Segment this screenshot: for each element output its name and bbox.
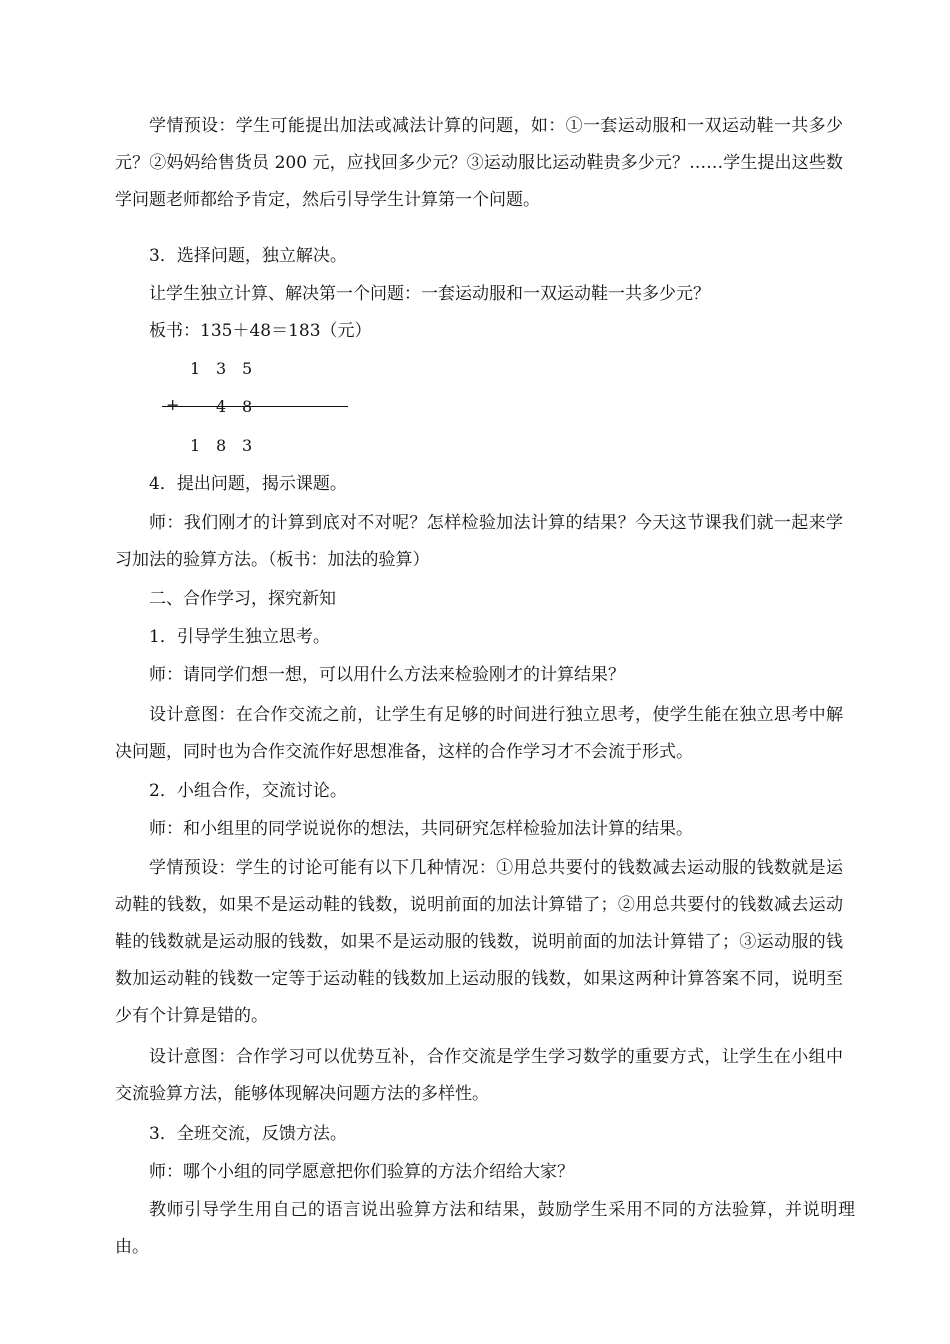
paragraph-board-writing: 板书：135＋48＝183（元）	[149, 321, 372, 341]
section-heading-cooperative-learning: 二、合作学习，探究新知	[149, 589, 336, 609]
paragraph-teacher-group: 师：和小组里的同学说说你的想法，共同研究怎样检验加法计算的结果。	[149, 819, 693, 839]
paragraph-independent-calc: 让学生独立计算、解决第一个问题：一套运动服和一双运动鞋一共多少元？	[149, 284, 710, 304]
calc-digit: 1	[190, 359, 201, 378]
paragraph-teacher-guide: 教师引导学生用自己的语言说出验算方法和结果，鼓励学生采用不同的方法验算，并说明理由。	[115, 1200, 855, 1257]
calc-digit: 4	[216, 397, 227, 416]
paragraph-step-4: 4．提出问题，揭示课题。	[149, 474, 347, 494]
paragraph-step-2: 2．小组合作，交流讨论。	[149, 781, 347, 801]
paragraph-teacher-invite: 师：哪个小组的同学愿意把你们验算的方法介绍给大家？	[149, 1162, 574, 1182]
paragraph-student-prediction: 学情预设：学生可能提出加法或减法计算的问题，如：①一套运动服和一双运动鞋一共多少元？②妈妈给售货员 200 元，应找回多少元？③运动服比运动鞋贵多少元？……学生提出这些数学问题老师都给予肯定，然后引导学生计算第一个问题。	[115, 116, 843, 210]
calc-digit: 5	[242, 359, 253, 378]
calc-digit: 3	[242, 436, 253, 455]
paragraph-step-1: 1．引导学生独立思考。	[149, 627, 330, 647]
calc-row-sum	[190, 436, 268, 455]
calc-row-addend-1	[190, 359, 268, 378]
calc-digit: 8	[242, 397, 253, 416]
calc-rule-line	[162, 406, 348, 407]
paragraph-design-intent-2: 设计意图：合作学习可以优势互补，合作交流是学生学习数学的重要方式，让学生在小组中交流验算方法，能够体现解决问题方法的多样性。	[115, 1047, 843, 1104]
paragraph-step-3: 3．选择问题，独立解决。	[149, 246, 347, 266]
calc-digit: 1	[190, 436, 201, 455]
calc-digit: 8	[216, 436, 227, 455]
paragraph-teacher-prompt: 师：请同学们想一想，可以用什么方法来检验刚才的计算结果？	[149, 665, 625, 685]
paragraph-discussion-prediction: 学情预设：学生的讨论可能有以下几种情况：①用总共要付的钱数减去运动服的钱数就是运动鞋的钱数，如果不是运动鞋的钱数，说明前面的加法计算错了；②用总共要付的钱数减去运动鞋的钱数就是运动服的钱数，如果不是运动服的钱数，说明前面的加法计算错了；③运动服的钱数加运动鞋的钱数一定等于运动鞋的钱数加上运动服的钱数，如果这两种计算答案不同，说明至少有个计算是错的。	[115, 858, 843, 1026]
calc-digit: 3	[216, 359, 227, 378]
calc-plus-sign: +	[166, 395, 180, 414]
paragraph-design-intent-1: 设计意图：在合作交流之前，让学生有足够的时间进行独立思考，使学生能在独立思考中解决问题，同时也为合作交流作好思想准备，这样的合作学习才不会流于形式。	[115, 705, 843, 762]
paragraph-teacher-question: 师：我们刚才的计算到底对不对呢？怎样检验加法计算的结果？今天这节课我们就一起来学习加法的验算方法。（板书：加法的验算）	[115, 513, 843, 570]
paragraph-step-3b: 3．全班交流，反馈方法。	[149, 1124, 347, 1144]
